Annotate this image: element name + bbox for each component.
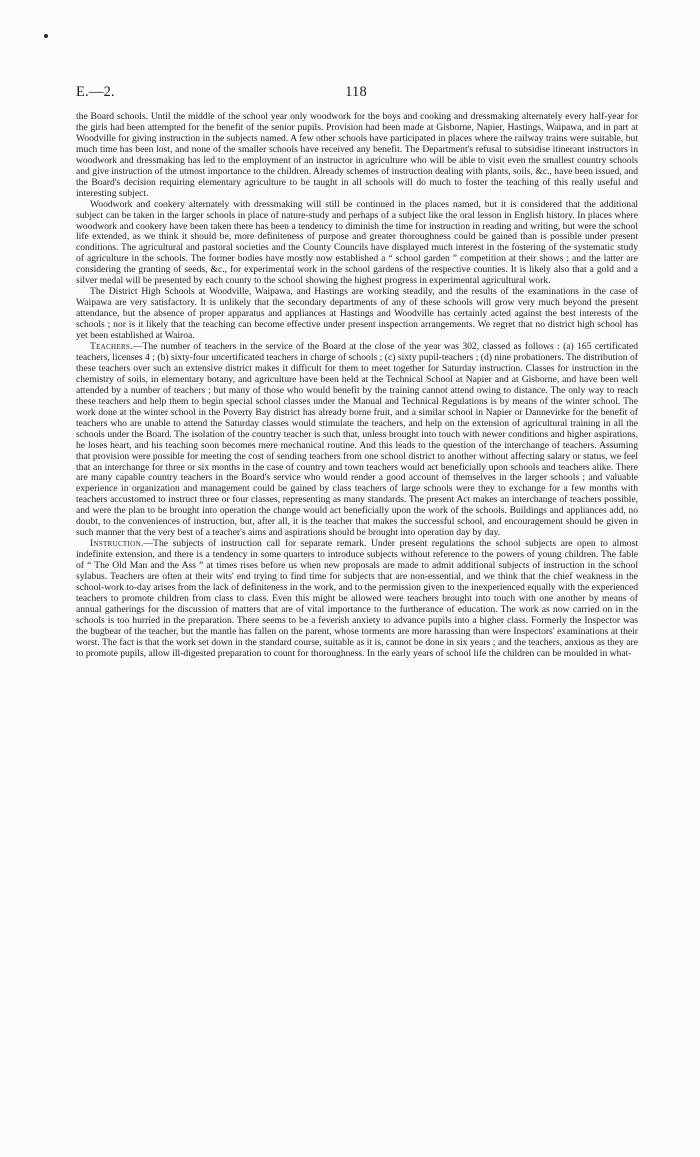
section-heading: Teachers. <box>90 341 133 353</box>
margin-mark <box>44 34 48 38</box>
section-heading: Instruction. <box>90 538 144 550</box>
page-number: 118 <box>345 84 367 100</box>
paragraph-text: The District High Schools at Woodville, Waipawa, and Hastings are working steadily, and the results of the examinations in the case of Waipawa are very satisfactory. It is unlikely that the secondary departments of any of these schools will grow very much beyond the present attendance, but the absence of proper apparatus and appliances at Hastings and Woodville has certainly acted against the best interests of the schools ; nor is it likely that the teaching can become effective under present inspection arrangements. We regret that no district high school has yet been established at Wairoa. <box>76 286 638 342</box>
body-text <box>76 112 638 660</box>
document-reference: E.—2. <box>76 84 115 100</box>
paragraph-teachers <box>76 342 638 539</box>
paragraph-board-schools <box>76 112 638 200</box>
page-header <box>76 84 636 104</box>
paragraph-text: Woodwork and cookery alternately with dressmaking will still be continued in the places named, but it is considered that the additional subject can be taken in the larger schools in place of nature-study and perhaps of a subject like the oral lesson in English history. In places where woodwork and cookery have been taken there has been a tendency to diminish the time for instruction in reading and writing, but were the school life extended, as we think it should be, more definiteness of purpose and greater thoroughness could be gained than is possible under present conditions. The agricultural and pastoral societies and the County Councils have displayed much interest in the fostering of the systematic study of agriculture in the schools. The former bodies have mostly now established a “ school garden ” competition at their shows ; and the latter are considering the granting of seeds, &c., for experimental work in the school gardens of the respective counties. It is likely also that a gold and a silver medal will be presented by each county to the school showing the highest progress in experimental agricultural work. <box>76 198 638 287</box>
paragraph-text: —The number of teachers in the service of the Board at the close of the year was 302, classed as follows : (a) 165 certificated teachers, licenses 4 ; (b) sixty-four uncertificated teachers in charge of schools ; (c) sixty pupil-teachers ; (d) nine probationers. The distribution of these teachers over such an extensive district makes it difficult for them to meet together for Saturday instruction. Classes for instruction in the chemistry of soils, in elementary botany, and agriculture have been held at the Technical School at Napier and at Gisborne, and have been well attended by a number of teachers ; but many of those who would benefit by the training cannot attend owing to distance. The only way to reach these teachers and help them to begin special school classes under the Manual and Technical Regulations is by means of the winter school. The work done at the winter school in the Poverty Bay district has already borne fruit, and a similar school in Napier or Dannevirke for the benefit of teachers who are unable to attend the Saturday classes would stimulate the teachers, and help on the extension of agricultural training in all the schools under the Board. The isolation of the country teacher is such that, unless brought into touch with newer conditions and higher aspirations, he loses heart, and his teaching soon becomes mere mechanical routine. And this leads to the question of the interchange of teachers. Assuming that provision were possible for meeting the cost of sending teachers from one school district to another without affecting salary or status, we feel that an interchange for three or six months in the case of country and town teachers would act beneficially upon schools and teachers alike. There are many capable country teachers in the Board's service who would render a good account of themselves in the larger schools ; and valuable experience in organization and management could be gained by class teachers of large schools were they to exchange for a few months with teachers accustomed to instruct three or four classes, representing as many standards. The present Act makes an interchange of teachers possible, and were the plan to be brought into operation the change would act beneficially upon the work of the schools. Buildings and appliances add, no doubt, to the conveniences of instruction, but, after all, it is the teacher that makes the successful school, and encouragement should be given in such manner that the very best of a teacher's aims and aspirations should be brought into operation day by day. <box>76 341 638 539</box>
paragraph-district-high-schools <box>76 287 638 342</box>
paragraph-woodwork <box>76 200 638 288</box>
paragraph-instruction <box>76 539 638 659</box>
paragraph-text: —The subjects of instruction call for separate remark. Under present regulations the school subjects are open to almost indefinite extension, and there is a tendency in some quarters to introduce subjects without reference to the powers of young children. The fable of “ The Old Man and the Ass ” at times rises before us when new proposals are made to admit additional subjects of instruction in the school sylabus. Teachers are often at their wits' end trying to find time for subjects that are non-essential, and we think that the chief weakness in the school-work to-day arises from the lack of definiteness in the work, and to the permission given to the inexperienced equally with the experienced teachers to promote children from class to class. Even this might be allowed were teachers brought into touch with one another by means of annual gatherings for the discussion of matters that are of vital importance to the furtherance of education. The work as now carried on in the schools is too hurried in the preparation. There seems to be a feverish anxiety to advance pupils into a higher class. Formerly the Inspector was the bugbear of the teacher, but the mantle has fallen on the parent, whose torments are more harassing than were Inspectors' examinations at their worst. The fact is that the work set down in the standard course, suitable as it is, cannot be done in six years ; and the teachers, anxious as they are to promote pupils, allow ill-digested preparation to count for thoroughness. In the early years of school life the children can be moulded in what- <box>76 538 638 659</box>
paragraph-text: the Board schools. Until the middle of the school year only woodwork for the boys and cooking and dressmaking alternately every half-year for the girls had been attempted for the benefit of the senior pupils. Provision had been made at Gisborne, Napier, Hastings, Waipawa, and in part at Woodville for giving instruction in the subjects named. A few other schools have participated in places where the railway trains were suitable, but much time has been lost, and none of the smaller schools have received any benefit. The Department's refusal to subsidise itinerant instructors in woodwork and dressmaking has led to the employment of an instructor in agriculture who will be able to visit even the smallest country schools and give instruction of the utmost importance to the children. Already schemes of instruction dealing with plants, soils, &c., have been issued, and the Board's decision requiring elementary agriculture to be taught in all schools will do much to foster the teaching of this really useful and interesting subject. <box>76 111 638 199</box>
